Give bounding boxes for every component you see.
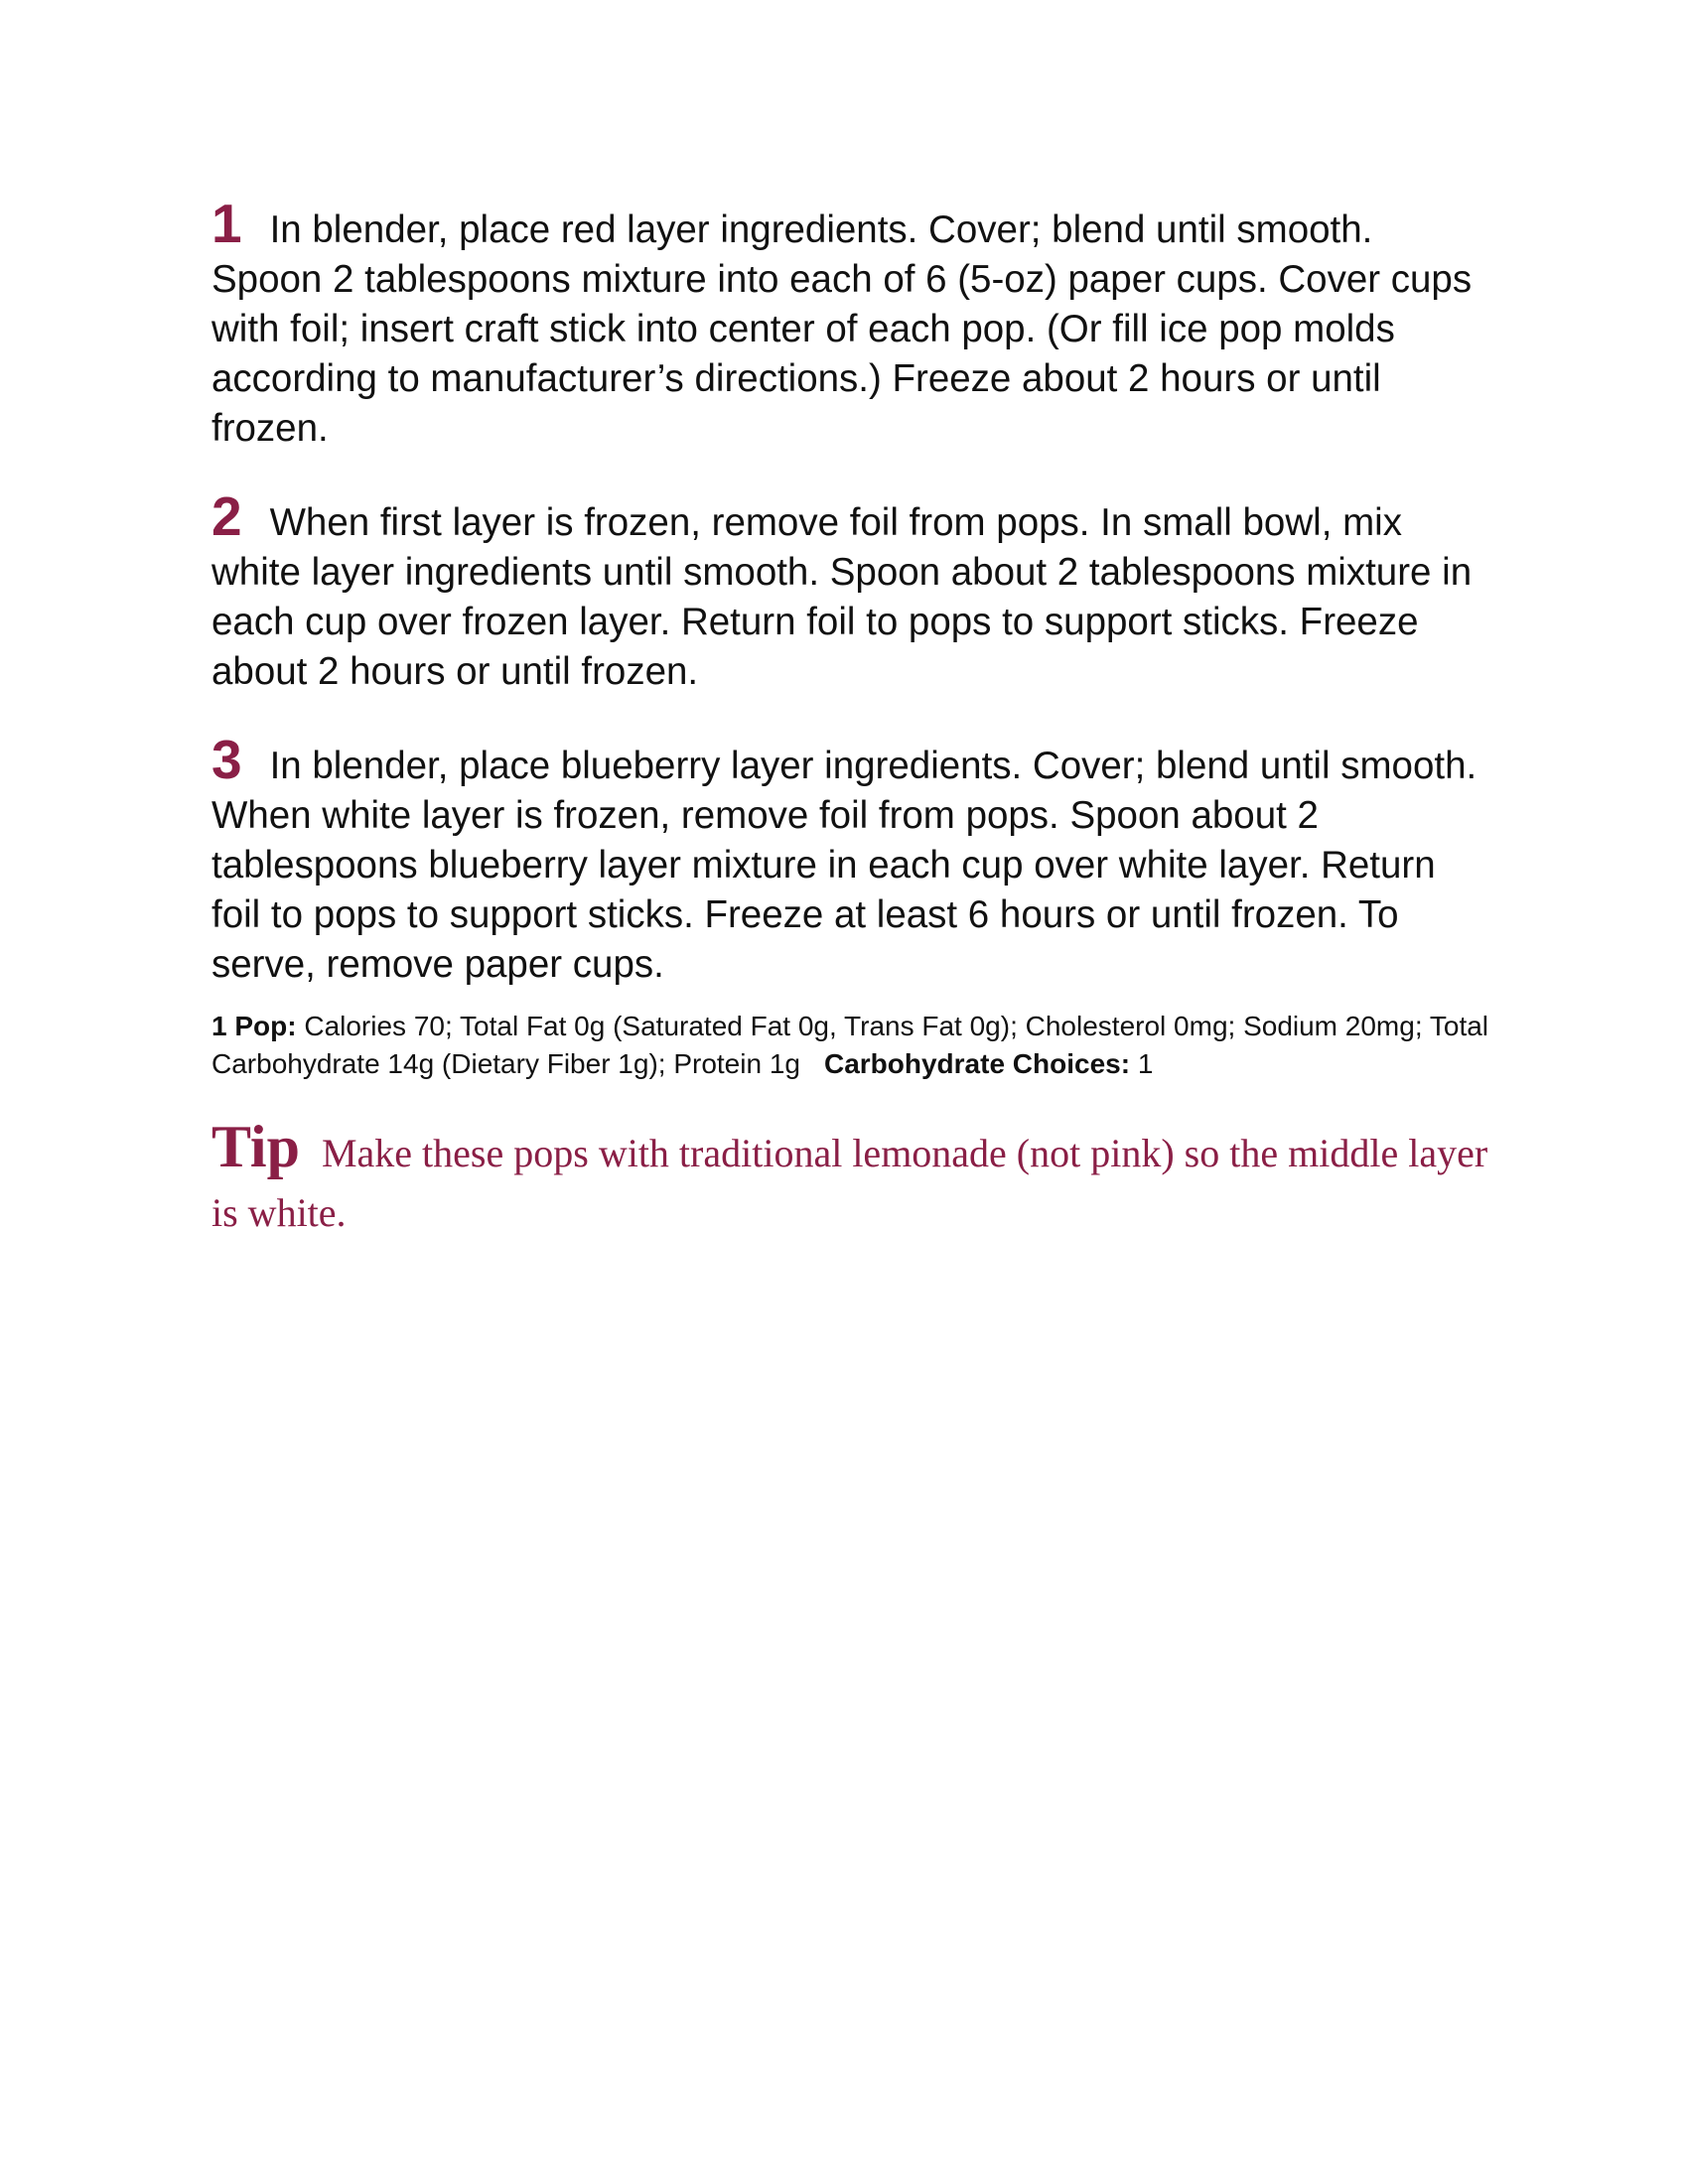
nutrition-facts: Calories 70; Total Fat 0g (Saturated Fat 0g, Trans Fat 0g); Cholesterol 0mg; Sodium 20mg; Total Carbohydrate 14g (Dietary Fiber 1g); Protein 1g — [211, 1011, 1489, 1079]
tip — [211, 1114, 1492, 1243]
carb-choices-label: Carbohydrate Choices: — [823, 1048, 1131, 1079]
tip-text: Make these pops with traditional lemonade (not pink) so the middle layer is white. — [211, 1131, 1488, 1235]
step-2 — [211, 485, 1492, 697]
step-text: When first layer is frozen, remove foil from pops. In small bowl, mix white layer ingredients until smooth. Spoon about 2 tablespoons mixture in each cup over frozen layer. Return foil to pops to support sticks. Freeze about 2 hours or until frozen. — [211, 501, 1473, 693]
step-text: In blender, place blueberry layer ingredients. Cover; blend until smooth. When white layer is frozen, remove foil from pops. Spoon about 2 tablespoons blueberry layer mixture in each cup over white layer. Return foil to pops to support sticks. Freeze at least 6 hours or until frozen. To serve, remove paper cups. — [211, 745, 1477, 986]
step-number: 1 — [211, 193, 242, 254]
step-1 — [211, 193, 1492, 454]
tip-label: Tip — [211, 1114, 300, 1179]
nutrition-info — [211, 1008, 1492, 1083]
step-3 — [211, 729, 1492, 990]
serving-label: 1 Pop: — [211, 1011, 297, 1041]
recipe-directions — [211, 193, 1492, 1243]
step-text: In blender, place red layer ingredients. Cover; blend until smooth. Spoon 2 tablespoons mixture into each of 6 (5-oz) paper cups. Cover cups with foil; insert craft stick into center of each pop. (Or fill ice pop molds according to manufacturer’s directions.) Freeze about 2 hours or until frozen. — [211, 208, 1473, 450]
step-number: 2 — [211, 485, 242, 547]
carb-choices-value: 1 — [1137, 1048, 1154, 1079]
step-number: 3 — [211, 729, 242, 790]
